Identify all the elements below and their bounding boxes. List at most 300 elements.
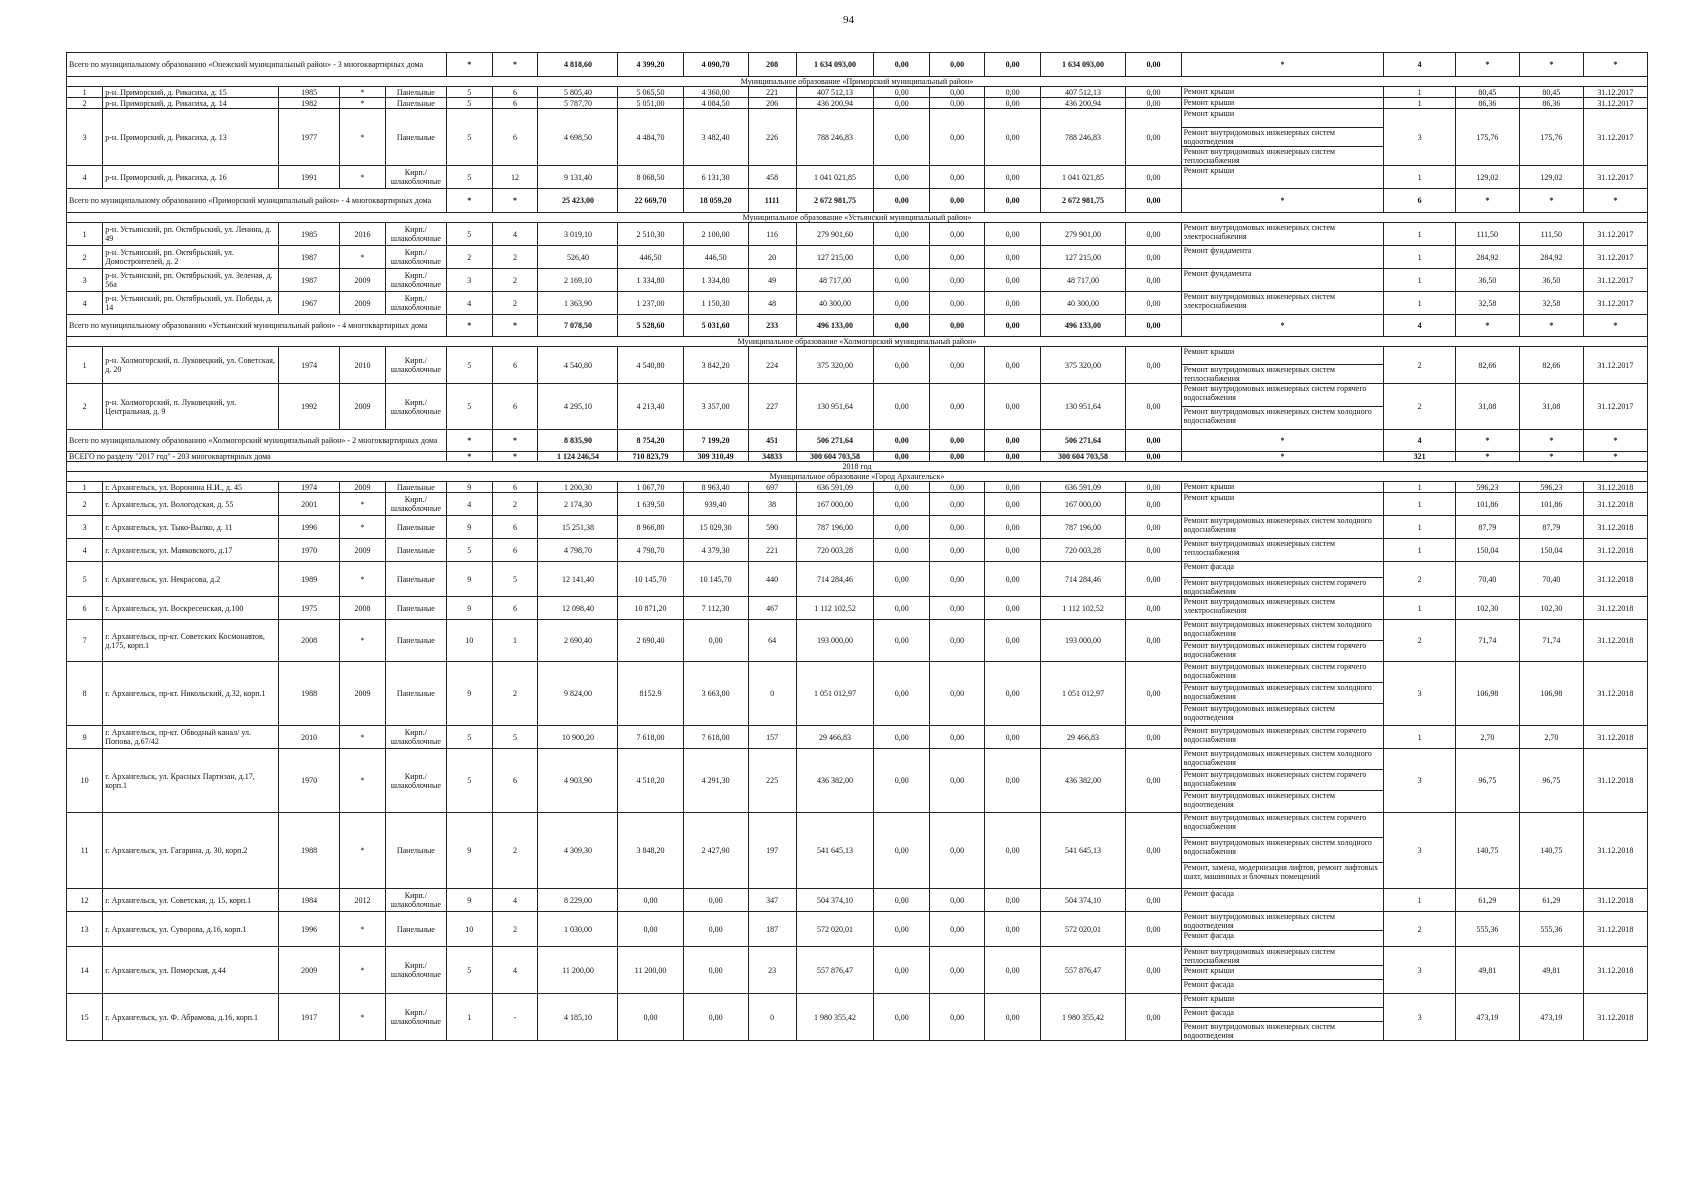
table-row bbox=[67, 87, 1648, 98]
table-cell: 526,40 bbox=[538, 246, 618, 269]
table-cell: 4 291,30 bbox=[683, 749, 748, 813]
table-cell: 8 963,40 bbox=[683, 482, 748, 493]
table-cell: 36,50 bbox=[1455, 269, 1519, 292]
table-cell: 0,00 bbox=[618, 889, 683, 912]
table-cell: * bbox=[340, 994, 386, 1041]
table-cell: 0,00 bbox=[929, 246, 984, 269]
table-cell: 1 bbox=[492, 620, 538, 662]
table-cell: 106,98 bbox=[1455, 662, 1519, 726]
work-item: Ремонт крыши bbox=[1183, 98, 1235, 107]
table-cell: 9 bbox=[446, 813, 492, 889]
table-cell: 48 bbox=[748, 292, 796, 315]
table-cell: 1 bbox=[446, 994, 492, 1041]
total-cell: 0,00 bbox=[1126, 315, 1181, 337]
table-cell: Панельные bbox=[385, 620, 446, 662]
work-item: Ремонт фасада bbox=[1183, 980, 1234, 989]
table-cell: 1975 bbox=[279, 597, 340, 620]
table-cell: 2 bbox=[1384, 347, 1455, 384]
table-cell: 2009 bbox=[340, 482, 386, 493]
total-cell: * bbox=[1583, 452, 1647, 462]
address-cell: г. Архангельск, ул. Суворова, д.16, корп.1 bbox=[103, 912, 279, 947]
total-cell: 506 271,64 bbox=[796, 430, 874, 452]
total-cell: 0,00 bbox=[874, 452, 929, 462]
deadline-cell: 31.12.2017 bbox=[1583, 87, 1647, 98]
table-cell: 0,00 bbox=[1126, 98, 1181, 109]
total-cell: * bbox=[446, 53, 492, 77]
table-row bbox=[67, 347, 1648, 384]
table-cell: 2009 bbox=[279, 947, 340, 994]
work-item: Ремонт крыши bbox=[1182, 966, 1384, 980]
table-row bbox=[67, 269, 1648, 292]
work-item: Ремонт внутридомовых инженерных систем электроснабжения bbox=[1183, 597, 1335, 615]
table-cell: 1 bbox=[1384, 98, 1455, 109]
table-cell: 36,50 bbox=[1519, 269, 1583, 292]
address-cell: г. Архангельск, ул. Тыко-Вылко, д. 11 bbox=[103, 516, 279, 539]
table-cell: 4 bbox=[492, 889, 538, 912]
works-cell bbox=[1181, 292, 1384, 315]
table-cell: 1917 bbox=[279, 994, 340, 1041]
table-cell: 6 bbox=[492, 597, 538, 620]
table-cell: 86,36 bbox=[1519, 98, 1583, 109]
table-cell: 0,00 bbox=[874, 994, 929, 1041]
table-cell: 0,00 bbox=[929, 813, 984, 889]
table-cell: 0,00 bbox=[929, 292, 984, 315]
table-cell: 49,81 bbox=[1455, 947, 1519, 994]
table-cell: 0 bbox=[748, 662, 796, 726]
deadline-cell: 31.12.2018 bbox=[1583, 539, 1647, 562]
table-cell: 2001 bbox=[279, 493, 340, 516]
table-cell: 9 131,40 bbox=[538, 166, 618, 189]
table-cell: 4 798,70 bbox=[618, 539, 683, 562]
table-cell: 10 871,20 bbox=[618, 597, 683, 620]
table-cell: 1 bbox=[1384, 87, 1455, 98]
table-cell: 0,00 bbox=[874, 813, 929, 889]
table-cell: Кирп./шлакоблочные bbox=[385, 384, 446, 430]
table-cell: 82,66 bbox=[1455, 347, 1519, 384]
table-cell: 1988 bbox=[279, 813, 340, 889]
table-cell: * bbox=[340, 493, 386, 516]
table-cell: 0,00 bbox=[929, 98, 984, 109]
table-cell: 1 bbox=[1384, 166, 1455, 189]
table-cell: 714 284,46 bbox=[1040, 562, 1125, 597]
works-cell bbox=[1181, 269, 1384, 292]
total-cell: 4 090,70 bbox=[683, 53, 748, 77]
row-number: 3 bbox=[67, 269, 103, 292]
table-cell: 12 098,40 bbox=[538, 597, 618, 620]
table-cell: 697 bbox=[748, 482, 796, 493]
table-cell: 3 019,10 bbox=[538, 223, 618, 246]
table-cell: Панельные bbox=[385, 562, 446, 597]
table-cell: 1 bbox=[1384, 269, 1455, 292]
table-cell: 0,00 bbox=[985, 749, 1040, 813]
table-cell: 714 284,46 bbox=[796, 562, 874, 597]
total-label: ВСЕГО по разделу "2017 год" - 203 многоквартирных дома bbox=[67, 452, 447, 462]
row-number: 1 bbox=[67, 482, 103, 493]
total-cell: 0,00 bbox=[1126, 452, 1181, 462]
table-cell: 5 bbox=[492, 562, 538, 597]
table-cell: 0,00 bbox=[1126, 889, 1181, 912]
deadline-cell: 31.12.2018 bbox=[1583, 516, 1647, 539]
table-cell: 279 901,60 bbox=[796, 223, 874, 246]
work-item: Ремонт внутридомовых инженерных систем электроснабжения bbox=[1183, 292, 1335, 310]
total-cell: 4 bbox=[1384, 53, 1455, 77]
table-cell: 0,00 bbox=[874, 947, 929, 994]
address-cell: г. Архангельск, ул. Красных Партизан, д.17, корп.1 bbox=[103, 749, 279, 813]
deadline-cell: 31.12.2018 bbox=[1583, 662, 1647, 726]
table-cell: 175,76 bbox=[1455, 109, 1519, 166]
total-cell: * bbox=[446, 315, 492, 337]
table-cell: 6 bbox=[492, 87, 538, 98]
row-number: 5 bbox=[67, 562, 103, 597]
table-cell: 4 213,40 bbox=[618, 384, 683, 430]
table-cell: 140,75 bbox=[1519, 813, 1583, 889]
table-cell: 0,00 bbox=[874, 109, 929, 166]
table-cell: 2009 bbox=[340, 269, 386, 292]
table-cell: 5 bbox=[492, 726, 538, 749]
table-cell: 11 200,00 bbox=[618, 947, 683, 994]
total-cell: 0,00 bbox=[985, 430, 1040, 452]
table-cell: Кирп./шлакоблочные bbox=[385, 246, 446, 269]
table-cell: 1 200,30 bbox=[538, 482, 618, 493]
table-cell: * bbox=[340, 109, 386, 166]
table-cell: 5 bbox=[446, 749, 492, 813]
table-cell: 87,79 bbox=[1455, 516, 1519, 539]
table-cell: Кирп./шлакоблочные bbox=[385, 223, 446, 246]
table-cell: 1 bbox=[1384, 516, 1455, 539]
address-cell: р-н. Приморский, д. Рикасиха, д. 14 bbox=[103, 98, 279, 109]
municipality-header bbox=[67, 213, 1648, 223]
table-cell: 4 798,70 bbox=[538, 539, 618, 562]
table-cell: 4 540,80 bbox=[618, 347, 683, 384]
works-cell bbox=[1181, 597, 1384, 620]
table-cell: 0 bbox=[748, 994, 796, 1041]
table-cell: 2 bbox=[492, 662, 538, 726]
total-cell: * bbox=[1181, 53, 1384, 77]
total-cell: * bbox=[446, 430, 492, 452]
table-cell: 12 bbox=[492, 166, 538, 189]
total-cell: * bbox=[1181, 452, 1384, 462]
table-cell: 101,86 bbox=[1519, 493, 1583, 516]
total-cell: 4 bbox=[1384, 430, 1455, 452]
address-cell: г. Архангельск, пр-кт. Обводный канал/ ул. Попова, д.67/42 bbox=[103, 726, 279, 749]
municipality-header bbox=[67, 472, 1648, 482]
deadline-cell: 31.12.2017 bbox=[1583, 292, 1647, 315]
table-cell: 0,00 bbox=[874, 912, 929, 947]
table-cell: 572 020,01 bbox=[1040, 912, 1125, 947]
table-cell: 1 030,00 bbox=[538, 912, 618, 947]
table-cell: * bbox=[340, 166, 386, 189]
total-cell: * bbox=[1519, 315, 1583, 337]
table-cell: 4 510,20 bbox=[618, 749, 683, 813]
address-cell: г. Архангельск, ул. Поморская, д.44 bbox=[103, 947, 279, 994]
table-cell: 116 bbox=[748, 223, 796, 246]
table-cell: 473,19 bbox=[1519, 994, 1583, 1041]
table-cell: 9 824,00 bbox=[538, 662, 618, 726]
table-cell: 129,02 bbox=[1519, 166, 1583, 189]
table-cell: 0,00 bbox=[929, 726, 984, 749]
total-cell: 321 bbox=[1384, 452, 1455, 462]
table-row bbox=[67, 493, 1648, 516]
table-cell: 1996 bbox=[279, 912, 340, 947]
row-number: 2 bbox=[67, 246, 103, 269]
work-item: Ремонт внутридомовых инженерных систем теплоснабжения bbox=[1183, 539, 1335, 557]
table-cell: 12 141,40 bbox=[538, 562, 618, 597]
deadline-cell: 31.12.2017 bbox=[1583, 384, 1647, 430]
works-cell bbox=[1181, 562, 1384, 597]
table-cell: 3 663,00 bbox=[683, 662, 748, 726]
total-cell: 0,00 bbox=[929, 189, 984, 213]
table-cell: 0,00 bbox=[929, 166, 984, 189]
table-cell: 0,00 bbox=[683, 994, 748, 1041]
table-cell: 2 174,30 bbox=[538, 493, 618, 516]
table-cell: 193 000,00 bbox=[1040, 620, 1125, 662]
table-cell: 64 bbox=[748, 620, 796, 662]
row-number: 4 bbox=[67, 292, 103, 315]
table-cell: 4 360,00 bbox=[683, 87, 748, 98]
table-cell: 0,00 bbox=[1126, 87, 1181, 98]
work-item: Ремонт внутридомовых инженерных систем горячего водоснабжения bbox=[1182, 384, 1384, 407]
table-cell: 221 bbox=[748, 87, 796, 98]
total-row bbox=[67, 452, 1648, 462]
work-item: Ремонт внутридомовых инженерных систем теплоснабжения bbox=[1182, 947, 1384, 966]
table-cell: Кирп./шлакоблочные bbox=[385, 726, 446, 749]
table-cell: 720 003,28 bbox=[1040, 539, 1125, 562]
table-cell: 0,00 bbox=[929, 109, 984, 166]
total-cell: * bbox=[1519, 189, 1583, 213]
table-row bbox=[67, 912, 1648, 947]
table-cell: 3 357,00 bbox=[683, 384, 748, 430]
address-cell: г. Архангельск, ул. Маяковского, д.17 bbox=[103, 539, 279, 562]
table-cell: 2,70 bbox=[1455, 726, 1519, 749]
table-cell: 0,00 bbox=[929, 384, 984, 430]
address-cell: г. Архангельск, ул. Воскресенская, д.100 bbox=[103, 597, 279, 620]
table-cell: Кирп./шлакоблочные bbox=[385, 347, 446, 384]
table-cell: 0,00 bbox=[929, 912, 984, 947]
table-cell: 102,30 bbox=[1519, 597, 1583, 620]
works-cell bbox=[1181, 384, 1384, 430]
table-cell: 8 068,50 bbox=[618, 166, 683, 189]
works-cell bbox=[1181, 347, 1384, 384]
work-item: Ремонт внутридомовых инженерных систем горячего водоснабжения bbox=[1182, 813, 1384, 838]
table-cell: 0,00 bbox=[1126, 539, 1181, 562]
row-number: 3 bbox=[67, 109, 103, 166]
deadline-cell: 31.12.2017 bbox=[1583, 109, 1647, 166]
table-cell: 0,00 bbox=[874, 889, 929, 912]
total-cell: 0,00 bbox=[985, 452, 1040, 462]
total-cell: 0,00 bbox=[929, 430, 984, 452]
table-cell: 0,00 bbox=[874, 726, 929, 749]
table-cell: 0,00 bbox=[1126, 493, 1181, 516]
table-cell: 130 951,64 bbox=[1040, 384, 1125, 430]
table-cell: 2009 bbox=[340, 539, 386, 562]
table-row bbox=[67, 98, 1648, 109]
total-cell: * bbox=[492, 189, 538, 213]
table-cell: 7 618,00 bbox=[683, 726, 748, 749]
total-cell: 5 528,60 bbox=[618, 315, 683, 337]
total-cell: 0,00 bbox=[985, 189, 1040, 213]
deadline-cell: 31.12.2018 bbox=[1583, 562, 1647, 597]
capital-repair-table bbox=[66, 52, 1648, 1041]
table-cell: 4 540,80 bbox=[538, 347, 618, 384]
table-cell: * bbox=[340, 87, 386, 98]
works-cell bbox=[1181, 482, 1384, 493]
total-cell: 7 078,50 bbox=[538, 315, 618, 337]
table-cell: 0,00 bbox=[929, 347, 984, 384]
table-cell: 82,66 bbox=[1519, 347, 1583, 384]
deadline-cell: 31.12.2018 bbox=[1583, 994, 1647, 1041]
works-cell bbox=[1181, 166, 1384, 189]
table-cell: 1 334,80 bbox=[683, 269, 748, 292]
works-cell bbox=[1181, 813, 1384, 889]
table-cell: 10 bbox=[446, 620, 492, 662]
address-cell: г. Архангельск, ул. Вологодская, д. 55 bbox=[103, 493, 279, 516]
table-cell: 2 690,40 bbox=[538, 620, 618, 662]
table-cell: * bbox=[340, 726, 386, 749]
table-cell: 0,00 bbox=[618, 994, 683, 1041]
works-cell bbox=[1181, 947, 1384, 994]
table-cell: 555,36 bbox=[1455, 912, 1519, 947]
works-cell bbox=[1181, 87, 1384, 98]
table-row bbox=[67, 384, 1648, 430]
total-cell: * bbox=[1583, 315, 1647, 337]
table-cell: 32,58 bbox=[1519, 292, 1583, 315]
table-cell: 0,00 bbox=[1126, 292, 1181, 315]
table-cell: 1992 bbox=[279, 384, 340, 430]
table-cell: 504 374,10 bbox=[1040, 889, 1125, 912]
table-cell: 0,00 bbox=[1126, 223, 1181, 246]
address-cell: г. Архангельск, ул. Советская, д. 15, корп.1 bbox=[103, 889, 279, 912]
total-cell: * bbox=[492, 452, 538, 462]
table-cell: 2010 bbox=[279, 726, 340, 749]
table-cell: 1 051 012,97 bbox=[796, 662, 874, 726]
address-cell: р-н. Приморский, д. Рикасиха, д. 15 bbox=[103, 87, 279, 98]
table-cell: Кирп./шлакоблочные bbox=[385, 292, 446, 315]
address-cell: р-н. Холмогорский, п. Луковецкий, ул. Центральная, д. 9 bbox=[103, 384, 279, 430]
table-cell: 467 bbox=[748, 597, 796, 620]
table-cell: 541 645,13 bbox=[1040, 813, 1125, 889]
works-cell bbox=[1181, 994, 1384, 1041]
table-cell: 167 000,00 bbox=[1040, 493, 1125, 516]
total-cell: 0,00 bbox=[1126, 189, 1181, 213]
work-item: Ремонт внутридомовых инженерных систем горячего водоснабжения bbox=[1182, 770, 1384, 791]
table-cell: 5 bbox=[446, 223, 492, 246]
table-cell: 446,50 bbox=[683, 246, 748, 269]
table-cell: 20 bbox=[748, 246, 796, 269]
table-cell: 0,00 bbox=[929, 662, 984, 726]
table-cell: 1 bbox=[1384, 889, 1455, 912]
address-cell: р-н. Устьянский, рп. Октябрьский, ул. Победы, д. 14 bbox=[103, 292, 279, 315]
row-number: 3 bbox=[67, 516, 103, 539]
table-cell: 7 618,00 bbox=[618, 726, 683, 749]
table-cell: 0,00 bbox=[985, 246, 1040, 269]
table-cell: 0,00 bbox=[683, 947, 748, 994]
table-row bbox=[67, 166, 1648, 189]
table-cell: 0,00 bbox=[1126, 562, 1181, 597]
table-cell: 0,00 bbox=[1126, 482, 1181, 493]
work-item: Ремонт внутридомовых инженерных систем горячего водоснабжения bbox=[1182, 662, 1384, 683]
table-cell: 0,00 bbox=[1126, 516, 1181, 539]
table-cell: 9 bbox=[446, 597, 492, 620]
table-cell: 0,00 bbox=[1126, 597, 1181, 620]
table-cell: 0,00 bbox=[985, 384, 1040, 430]
table-cell: 2010 bbox=[340, 347, 386, 384]
table-cell: 0,00 bbox=[929, 269, 984, 292]
table-row bbox=[67, 994, 1648, 1041]
table-cell: 23 bbox=[748, 947, 796, 994]
table-cell: Кирп./шлакоблочные bbox=[385, 947, 446, 994]
table-cell: 70,40 bbox=[1455, 562, 1519, 597]
table-cell: 0,00 bbox=[874, 620, 929, 662]
deadline-cell: 31.12.2018 bbox=[1583, 947, 1647, 994]
table-row bbox=[67, 246, 1648, 269]
table-cell: 5 bbox=[446, 384, 492, 430]
deadline-cell: 31.12.2018 bbox=[1583, 482, 1647, 493]
work-item: Ремонт внутридомовых инженерных систем холодного водоснабжения bbox=[1183, 516, 1372, 534]
total-cell: * bbox=[492, 315, 538, 337]
total-cell: 496 133,00 bbox=[1040, 315, 1125, 337]
work-item: Ремонт внутридомовых инженерных систем водоотведения bbox=[1183, 1022, 1335, 1040]
table-cell: 3 bbox=[1384, 749, 1455, 813]
table-cell: 3 bbox=[1384, 947, 1455, 994]
total-cell: 4 399,20 bbox=[618, 53, 683, 77]
table-cell: 111,50 bbox=[1519, 223, 1583, 246]
work-item: Ремонт внутридомовых инженерных систем холодного водоснабжения bbox=[1182, 838, 1384, 863]
work-item: Ремонт внутридомовых инженерных систем холодного водоснабжения bbox=[1182, 620, 1384, 641]
deadline-cell: 31.12.2017 bbox=[1583, 98, 1647, 109]
total-cell: 0,00 bbox=[874, 53, 929, 77]
table-cell: 3 bbox=[1384, 109, 1455, 166]
total-cell: 0,00 bbox=[874, 430, 929, 452]
total-cell: * bbox=[1583, 430, 1647, 452]
total-cell: 710 823,79 bbox=[618, 452, 683, 462]
row-number: 4 bbox=[67, 539, 103, 562]
table-cell: 4 bbox=[446, 493, 492, 516]
total-cell: 309 310,49 bbox=[683, 452, 748, 462]
total-label: Всего по муниципальному образованию «Холмогорский муниципальный район» - 2 многоквартирных дома bbox=[67, 430, 447, 452]
deadline-cell: 31.12.2018 bbox=[1583, 493, 1647, 516]
table-cell: 31,08 bbox=[1455, 384, 1519, 430]
table-cell: 0,00 bbox=[985, 482, 1040, 493]
total-cell: * bbox=[446, 452, 492, 462]
table-cell: 0,00 bbox=[1126, 384, 1181, 430]
table-cell: 15 251,38 bbox=[538, 516, 618, 539]
table-cell: 0,00 bbox=[985, 98, 1040, 109]
table-cell: 1987 bbox=[279, 246, 340, 269]
total-cell: 2 672 981,75 bbox=[1040, 189, 1125, 213]
table-cell: 29 466,83 bbox=[796, 726, 874, 749]
table-cell: 2 bbox=[492, 912, 538, 947]
work-item: Ремонт крыши bbox=[1182, 347, 1384, 365]
row-number: 13 bbox=[67, 912, 103, 947]
table-cell: 10 bbox=[446, 912, 492, 947]
table-cell: 0,00 bbox=[1126, 109, 1181, 166]
total-cell: 4 818,60 bbox=[538, 53, 618, 77]
table-cell: 157 bbox=[748, 726, 796, 749]
table-cell: 9 bbox=[446, 482, 492, 493]
table-cell: 6 bbox=[492, 482, 538, 493]
table-cell: 2 bbox=[492, 269, 538, 292]
table-cell: 3 bbox=[1384, 662, 1455, 726]
table-cell: 3 848,20 bbox=[618, 813, 683, 889]
table-row bbox=[67, 620, 1648, 662]
row-number: 11 bbox=[67, 813, 103, 889]
total-cell: 0,00 bbox=[874, 189, 929, 213]
deadline-cell: 31.12.2018 bbox=[1583, 889, 1647, 912]
work-item: Ремонт внутридомовых инженерных систем водоотведения bbox=[1183, 704, 1335, 722]
table-cell: 61,29 bbox=[1519, 889, 1583, 912]
table-cell: 541 645,13 bbox=[796, 813, 874, 889]
table-cell: 0,00 bbox=[874, 384, 929, 430]
